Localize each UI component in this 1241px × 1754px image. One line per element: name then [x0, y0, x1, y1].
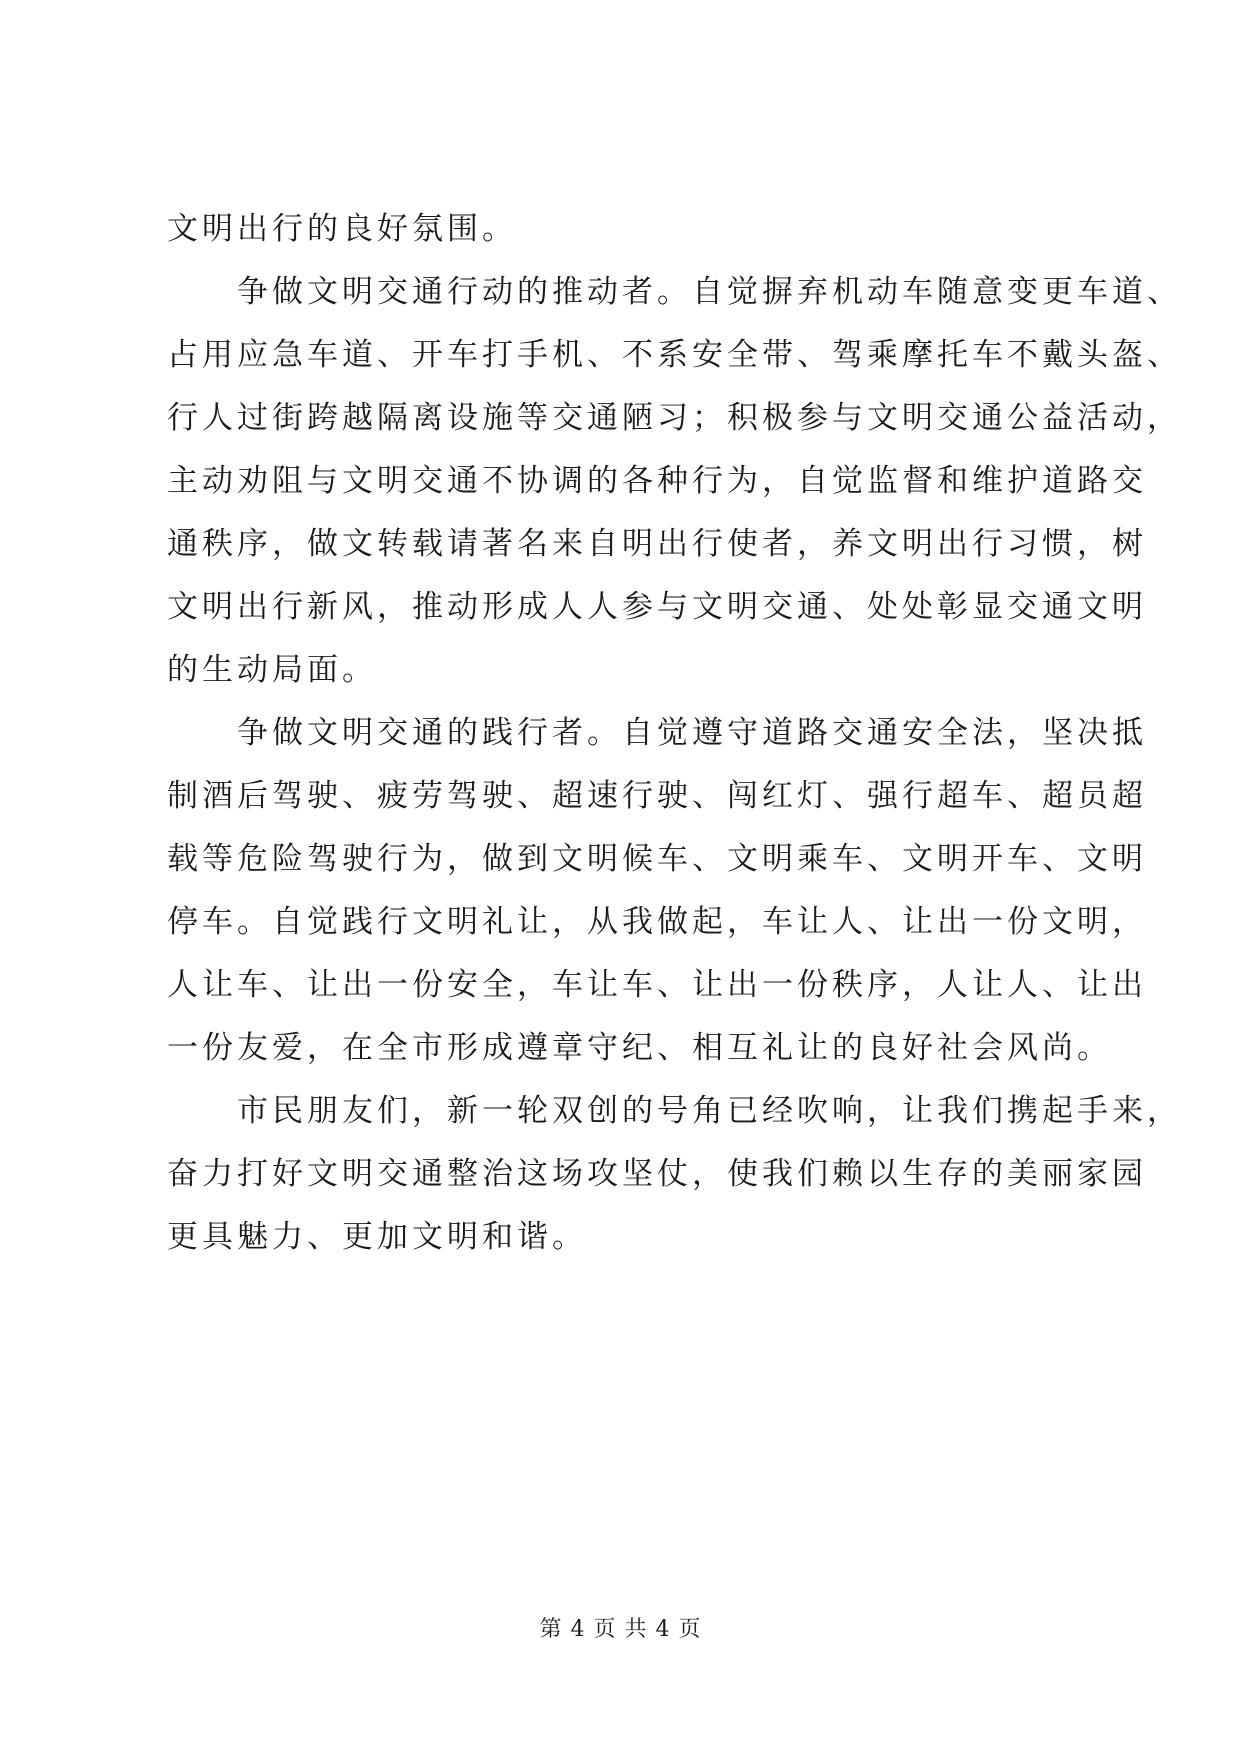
text-line-17: 更具魅力、更加文明和谐。 [167, 1219, 587, 1255]
text-line-8: 的生动局面。 [167, 652, 377, 688]
page-footer: 第 4 页 共 4 页 [539, 1617, 702, 1642]
text-line-11: 载等危险驾驶行为，做到文明候车、文明乘车、文明开车、文明 [167, 841, 1147, 877]
text-line-2: 争做文明交通行动的推动者。自觉摒弃机动车随意变更车道、 [167, 274, 1182, 310]
text-line-9: 争做文明交通的践行者。自觉遵守道路交通安全法，坚决抵 [167, 715, 1147, 751]
text-line-16: 奋力打好文明交通整治这场攻坚仗，使我们赖以生存的美丽家园 [167, 1156, 1147, 1192]
text-line-3: 占用应急车道、开车打手机、不系安全带、驾乘摩托车不戴头盔、 [167, 337, 1182, 373]
text-line-7: 文明出行新风，推动形成人人参与文明交通、处处彰显交通文明 [167, 589, 1147, 625]
text-line-1: 文明出行的良好氛围。 [167, 211, 517, 247]
text-line-14: 一份友爱，在全市形成遵章守纪、相互礼让的良好社会风尚。 [167, 1030, 1112, 1066]
text-line-15: 市民朋友们，新一轮双创的号角已经吹响，让我们携起手来， [167, 1093, 1182, 1129]
text-line-13: 人让车、让出一份安全，车让车、让出一份秩序，人让人、让出 [167, 967, 1147, 1003]
text-line-12: 停车。自觉践行文明礼让，从我做起，车让人、让出一份文明， [167, 904, 1147, 940]
text-line-5: 主动劝阻与文明交通不协调的各种行为，自觉监督和维护道路交 [167, 463, 1147, 499]
text-line-6: 通秩序，做文转载请著名来自明出行使者，养文明出行习惯，树 [167, 526, 1147, 562]
text-line-4: 行人过街跨越隔离设施等交通陋习；积极参与文明交通公益活动， [167, 400, 1182, 436]
text-line-10: 制酒后驾驶、疲劳驾驶、超速行驶、闯红灯、强行超车、超员超 [167, 778, 1147, 814]
